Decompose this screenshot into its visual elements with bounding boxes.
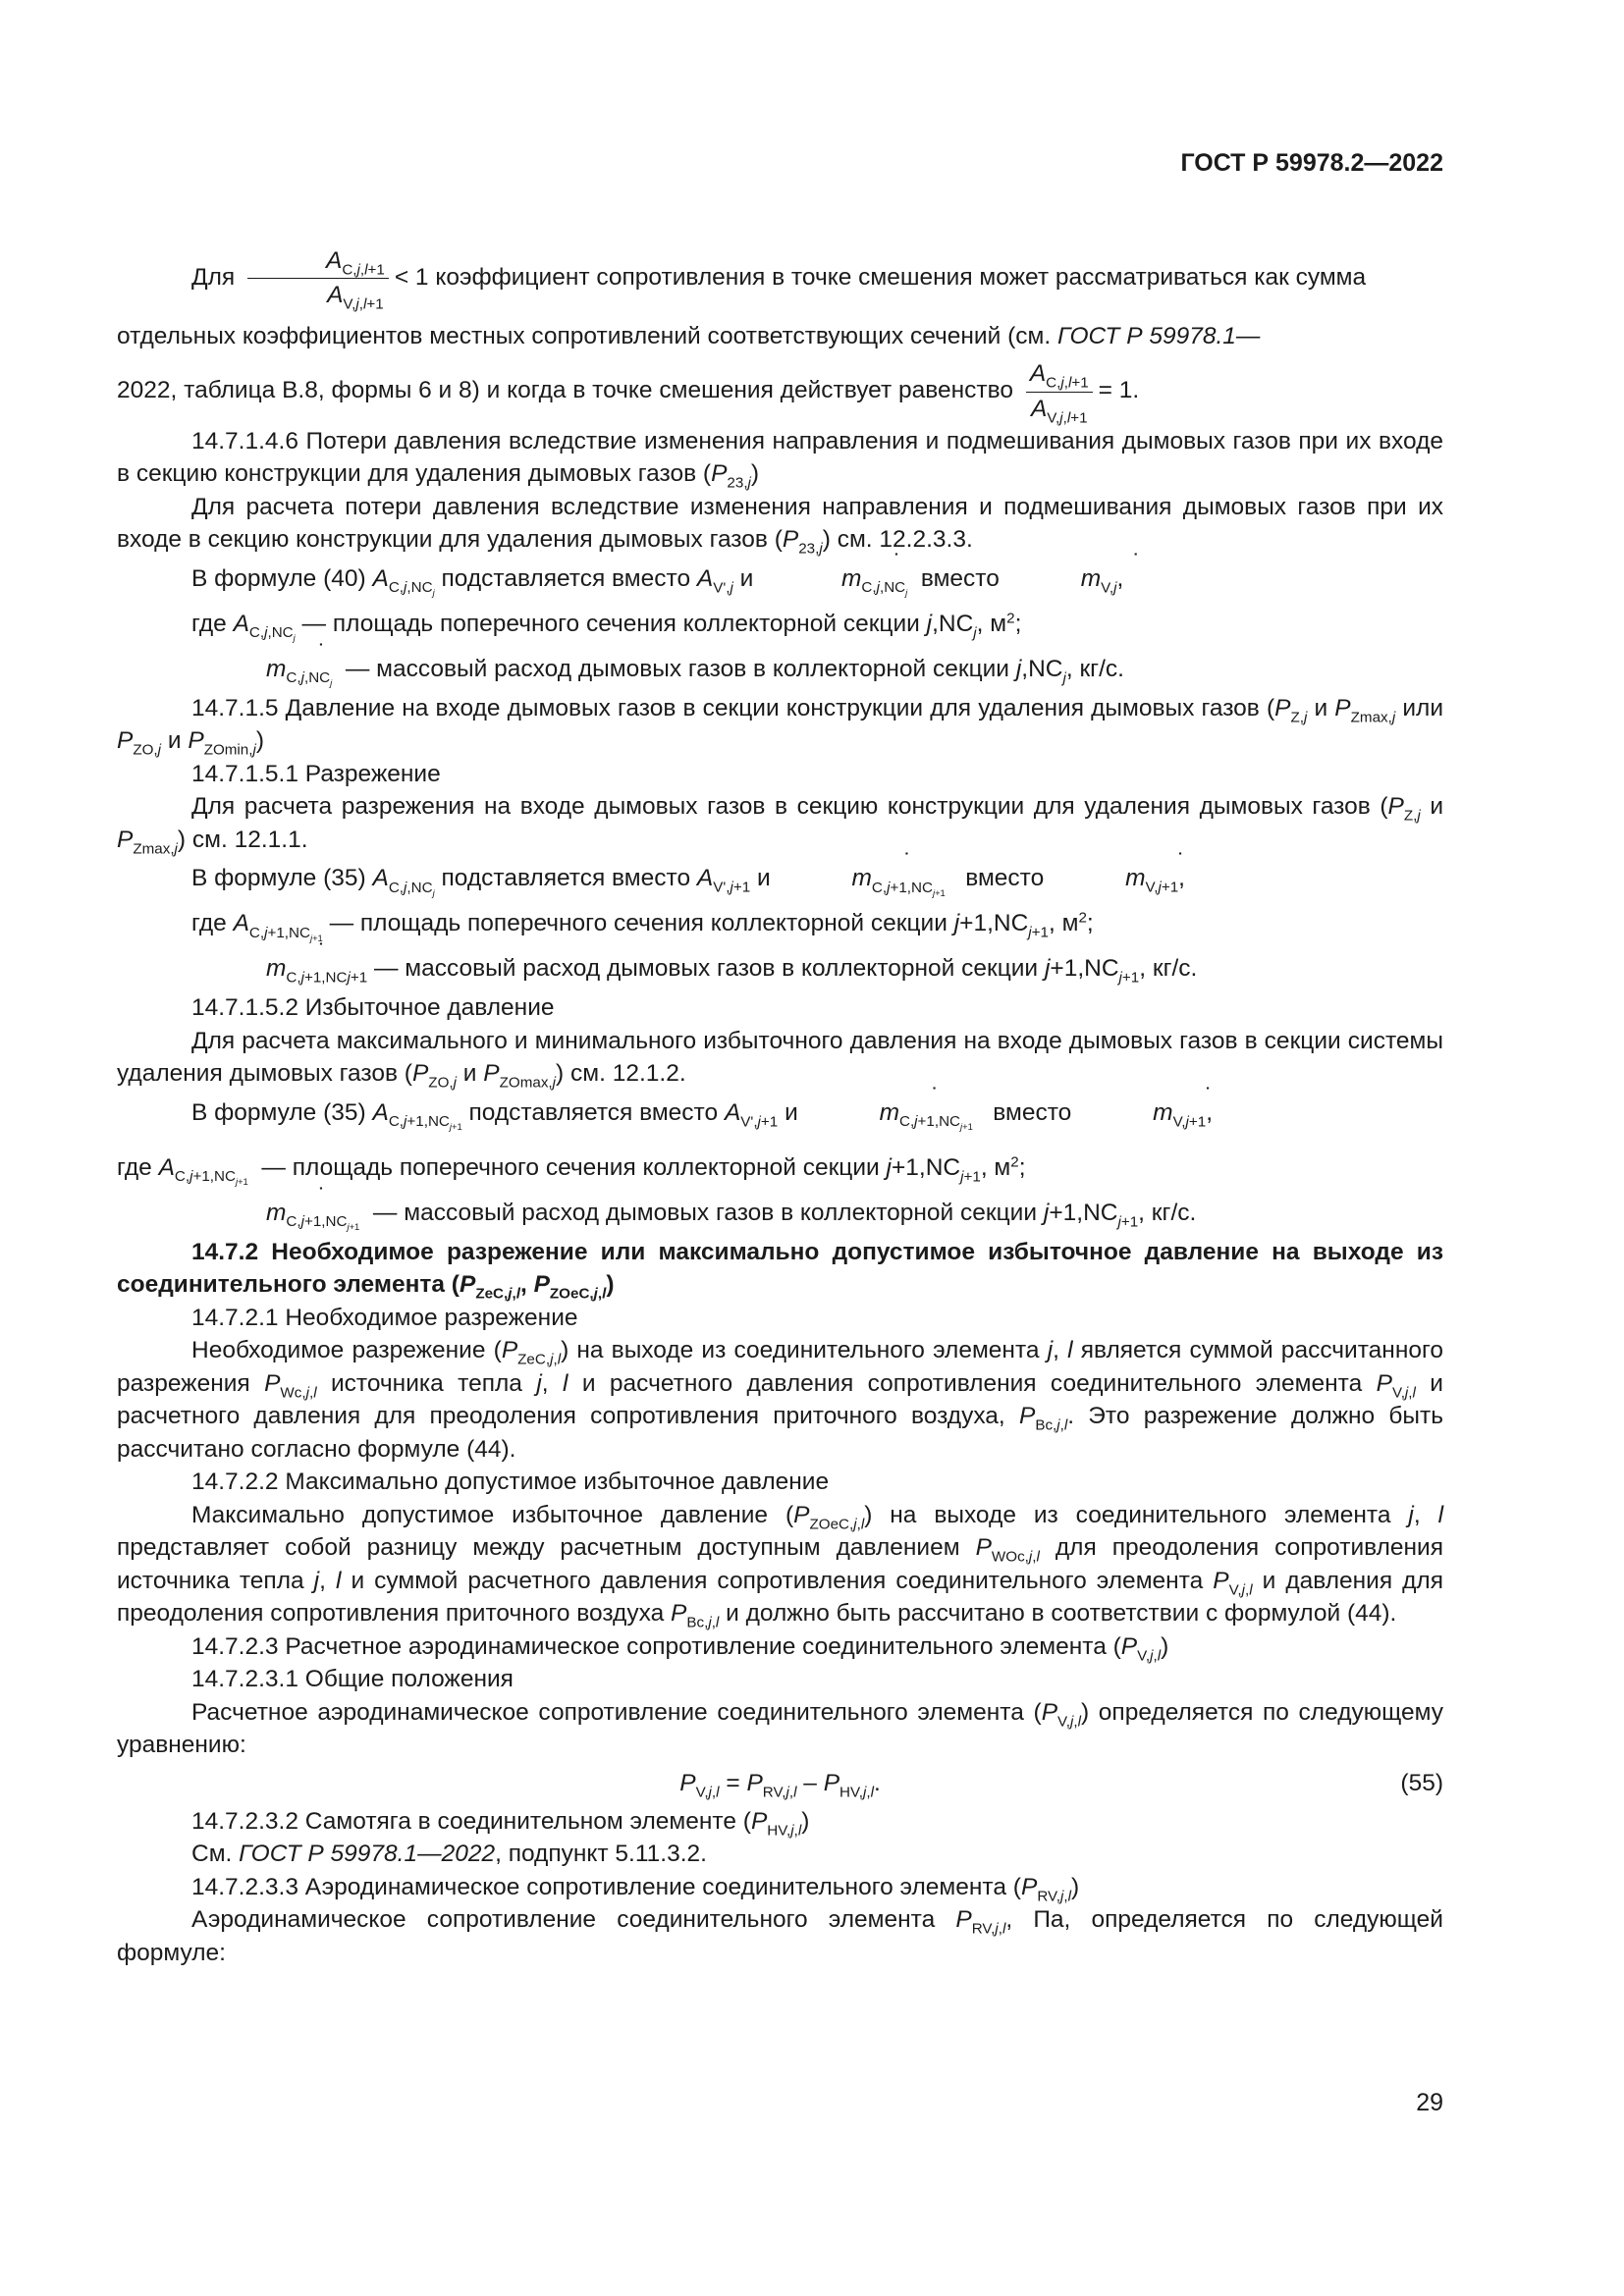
section-14-7-2-3: 14.7.2.3 Расчетное аэродинамическое сопротивление соединительного элемента $(P_{V,j,l})$ — [191, 1632, 1169, 1665]
paragraph-max-overpressure: Максимально допустимое избыточное давление $(P_{ZOeC,j,l})$ на выходе из соединительного элемента j, l представляет собой разницу между расчетным доступным давлением $P_{WOc,j,l}$ для преодоления сопротивления источника тепла j, l и суммой расчетного давления сопротивления соединительного элемента $P_{V,j,l}$ и давления для преодоления сопротивления приточного воздуха $P_{Bc,j,l}$ и должно быть рассчитано в соответствии с формулой (44). — [117, 1501, 1444, 1631]
paragraph-ratio-condition: Для $\frac{A_{C,j,l+1}}{A_{V,j,l+1}}$ < 1 коэффициент сопротивления в точке смешения может рассматриваться как сумма — [191, 247, 1367, 313]
reference-gost-2: ГОСТ Р 59978.1—2022 — [239, 1841, 496, 1868]
document-body — [117, 247, 1443, 1969]
paragraph-formula-40-substitution: В формуле (40) $A_{C,j,NC_j}$ подставляется вместо $A_{V',j}$ и ˙ $m_{C,j,NC_j}$ вместо ˙ $m_{V,j}$, — [117, 557, 1443, 602]
section-14-7-2-3-3: 14.7.2.3.3 Аэродинамическое сопротивление соединительного элемента $(P_{RV,j,l})$ — [191, 1873, 1080, 1905]
paragraph-ratio-continued: отдельных коэффициентов местных сопротивлений соответствующих сечений (см. ГОСТ Р 59978.1— — [117, 323, 1261, 350]
paragraph-formula-35-substitution-2: В формуле (35) $A_{C,j+1,NC_{j+1}}$ подставляется вместо $A_{V',j+1}$ и ˙ $m_{C,j+1,NC_{j+1}}$ вместо ˙ $m_{V,j+1}$, — [117, 1091, 1443, 1136]
section-14-7-2-2: 14.7.2.2 Максимально допустимое избыточное давление — [191, 1468, 830, 1496]
page-number: 29 — [1416, 2089, 1443, 2116]
definition-mass-flow-3: ˙ $m_{C,j+1,NC_{j+1}}$ — массовый расход дымовых газов в коллекторной секции $j+1,NC_{j+1}$, кг/с. — [117, 1191, 1443, 1236]
standard-designation: ГОСТ Р 59978.2—2022 — [1180, 149, 1443, 177]
definition-mass-flow-1: ˙ $m_{C,j,NC_j}$ — массовый расход дымовых газов в коллекторной секции $j,NC_j$, кг/с. — [117, 647, 1443, 692]
definition-area-1: где $A_{C,j,NC_j}$ — площадь поперечного сечения коллекторной секции $j,NC_j$, $м^2$; — [191, 610, 1022, 644]
section-14-7-2-3-1: 14.7.2.3.1 Общие положения — [191, 1666, 514, 1693]
section-14-7-2-3-2: 14.7.2.3.2 Самотяга в соединительном элементе $(P_{HV,j,l})$ — [191, 1807, 810, 1840]
paragraph-see-reference: См. ГОСТ Р 59978.1—2022, подпункт 5.11.3.2. — [191, 1841, 707, 1868]
section-14-7-1-5: 14.7.1.5 Давление на входе дымовых газов в секции конструкции для удаления дымовых газов ($P_{Z,j}$ и $P_{Zmax,j}$ или $P_{ZO,j}$ и $P_{ZOmin,j}$) — [117, 694, 1444, 759]
definition-area-3: где $A_{C,j+1,NC_{j+1}}$ — площадь поперечного сечения коллекторной секции $j+1,NC_{j+1}$, $м^2$; — [117, 1153, 1026, 1188]
definition-mass-flow-2: ˙ $m_{C,j+1,NCj+1}$ — массовый расход дымовых газов в коллекторной секции $j+1,NC_{j+1}$, кг/с. — [117, 946, 1443, 991]
fraction-ac-over-av-2: $\frac{A_{C,j,l+1}}{A_{V,j,l+1}}$ — [1026, 360, 1093, 422]
paragraph-aero-resistance: Аэродинамическое сопротивление соединительного элемента $P_{RV,j,l}$, Па, определяется по следующей формуле: — [117, 1906, 1443, 1966]
equation-55 — [117, 1762, 1443, 1805]
paragraph-required-suction: Необходимое разрежение $(P_{ZeC,j,l})$ на выходе из соединительного элемента j, l является суммой рассчитанного разрежения $P_{Wc,j,l}$ источника тепла j, l и расчетного давления сопротивления соединительного элемента $P_{V,j,l}$ и расчетного давления для преодоления сопротивления приточного воздуха, $P_{Bc,j,l}$. Это разрежение должно быть рассчитано согласно формуле (44). — [117, 1337, 1444, 1463]
section-14-7-2-1: 14.7.2.1 Необходимое разрежение — [191, 1304, 578, 1331]
section-14-7-1-5-1: 14.7.1.5.1 Разрежение — [191, 760, 441, 787]
reference-gost-1: ГОСТ Р 59978.1— — [1056, 323, 1261, 350]
section-14-7-2-heading: 14.7.2 Необходимое разрежение или максимально допустимое избыточное давление на выходе из соединительного элемента ($P_{ZeC,j,l}$, $P_{ZOeC,j,l}$) — [117, 1238, 1443, 1303]
section-14-7-1-4-6: 14.7.1.4.6 Потери давления вследствие изменения направления и подмешивания дымовых газов при их входе в секцию конструкции для удаления дымовых газов $(P_{23,j})$ — [117, 427, 1443, 492]
paragraph-formula-35-substitution-1: В формуле (35) $A_{C,j,NC_j}$ подставляется вместо $A_{V',j+1}$ и ˙ $m_{C,j+1,NC_{j+1}}$ вместо ˙ $m_{V,j+1}$, — [117, 856, 1443, 901]
fraction-ac-over-av: $\frac{A_{C,j,l+1}}{A_{V,j,l+1}}$ — [247, 247, 389, 309]
paragraph-overpressure-entry: Для расчета максимального и минимального избыточного давления на входе дымовых газов в секции системы удаления дымовых газов ($P_{ZO,j}$ и $P_{ZOmax,j}$) см. 12.1.2. — [117, 1027, 1443, 1092]
paragraph-calc-resistance: Расчетное аэродинамическое сопротивление соединительного элемента $(P_{V,j,l})$ определяется по следующему уравнению: — [117, 1698, 1443, 1759]
paragraph-equality: 2022, таблица В.8, формы 6 и 8) и когда в точке смешения действует равенство $\frac{A_{C,j,l+1}}{A_{V,j,l+1}}$ = 1. — [117, 360, 1140, 426]
paragraph-pressure-loss: Для расчета потери давления вследствие изменения направления и подмешивания дымовых газов при их входе в секцию конструкции для удаления дымовых газов $(P_{23,j})$ см. 12.2.3.3. — [117, 493, 1443, 558]
equation-formula: $P_{V,j,l} = P_{RV,j,l} - P_{HV,j,l}$. — [679, 1769, 881, 1801]
equation-number: (55) — [1400, 1769, 1443, 1796]
paragraph-suction-entry: Для расчета разрежения на входе дымовых газов в секцию конструкции для удаления дымовых газов ($P_{Z,j}$ и $P_{Zmax,j}$) см. 12.1.1. — [117, 793, 1444, 858]
section-14-7-1-5-2: 14.7.1.5.2 Избыточное давление — [191, 994, 555, 1022]
definition-area-2: где $A_{C,j+1,NC_{j+1}}$ — площадь поперечного сечения коллекторной секции $j+1,NC_{j+1}$, $м^2$; — [191, 909, 1094, 943]
